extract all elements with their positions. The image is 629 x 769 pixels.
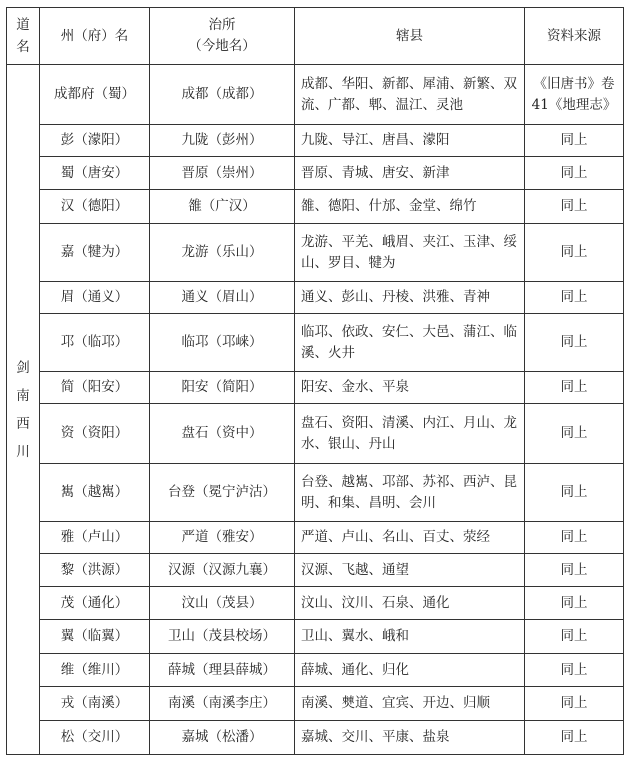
zhisuo-cell: 成都（成都）	[150, 65, 295, 125]
source-cell: 同上	[525, 190, 624, 224]
zhisuo-cell: 九陇（彭州）	[150, 125, 295, 157]
table-row	[7, 687, 624, 721]
zhisuo-cell: 薛城（理县薛城）	[150, 654, 295, 687]
zhou-cell: 茂（通化）	[40, 587, 150, 620]
zhou-cell: 戎（南溪）	[40, 687, 150, 721]
xian-cell: 南溪、僰道、宜宾、开边、归顺	[295, 687, 525, 721]
header-source: 资料来源	[525, 8, 624, 65]
table-row	[7, 587, 624, 620]
zhisuo-cell: 台登（冕宁泸沽）	[150, 464, 295, 522]
zhisuo-cell: 汉源（汉源九襄）	[150, 554, 295, 587]
header-zhisuo-line2: （今地名）	[188, 38, 256, 54]
header-row	[7, 8, 624, 65]
zhou-cell: 维（维川）	[40, 654, 150, 687]
header-zhisuo-line1: 治所	[208, 17, 236, 33]
xian-cell: 九陇、导江、唐昌、濛阳	[295, 125, 525, 157]
table-row	[7, 721, 624, 755]
zhisuo-cell: 卫山（茂县校场）	[150, 620, 295, 654]
zhou-cell: 资（资阳）	[40, 404, 150, 464]
zhou-cell: 彭（濛阳）	[40, 125, 150, 157]
zhou-cell: 嘉（犍为）	[40, 224, 150, 282]
table-row	[7, 157, 624, 190]
table-row	[7, 654, 624, 687]
table-row	[7, 464, 624, 522]
zhou-cell: 眉（通义）	[40, 282, 150, 314]
source-cell: 同上	[525, 587, 624, 620]
zhisuo-cell: 南溪（南溪李庄）	[150, 687, 295, 721]
source-cell: 同上	[525, 314, 624, 372]
source-cell: 《旧唐书》卷41《地理志》	[525, 65, 624, 125]
header-dao: 道名	[7, 8, 40, 65]
table-row	[7, 372, 624, 404]
zhisuo-cell: 临邛（邛崃）	[150, 314, 295, 372]
source-cell: 同上	[525, 687, 624, 721]
xian-cell: 盘石、资阳、清溪、内江、月山、龙水、银山、丹山	[295, 404, 525, 464]
zhisuo-cell: 盘石（资中）	[150, 404, 295, 464]
source-cell: 同上	[525, 125, 624, 157]
source-cell: 同上	[525, 282, 624, 314]
xian-cell: 雒、德阳、什邡、金堂、绵竹	[295, 190, 525, 224]
source-cell: 同上	[525, 157, 624, 190]
xian-cell: 龙游、平羌、峨眉、夹江、玉津、绥山、罗目、犍为	[295, 224, 525, 282]
source-cell: 同上	[525, 372, 624, 404]
zhisuo-cell: 龙游（乐山）	[150, 224, 295, 282]
zhou-cell: 嶲（越嶲）	[40, 464, 150, 522]
zhisuo-cell: 汶山（茂县）	[150, 587, 295, 620]
zhisuo-cell: 通义（眉山）	[150, 282, 295, 314]
zhou-cell: 汉（德阳）	[40, 190, 150, 224]
xian-cell: 台登、越嶲、邛部、苏祁、西泸、昆明、和集、昌明、会川	[295, 464, 525, 522]
xian-cell: 严道、卢山、名山、百丈、荥经	[295, 522, 525, 554]
source-cell: 同上	[525, 522, 624, 554]
zhou-cell: 成都府（蜀）	[40, 65, 150, 125]
xian-cell: 临邛、依政、安仁、大邑、蒲江、临溪、火井	[295, 314, 525, 372]
prefecture-table	[6, 7, 624, 755]
table-row	[7, 65, 624, 125]
zhou-cell: 雅（卢山）	[40, 522, 150, 554]
table-row	[7, 125, 624, 157]
table-row	[7, 522, 624, 554]
zhisuo-cell: 晋原（崇州）	[150, 157, 295, 190]
table-row	[7, 314, 624, 372]
source-cell: 同上	[525, 404, 624, 464]
zhisuo-cell: 嘉城（松潘）	[150, 721, 295, 755]
table-row	[7, 224, 624, 282]
table-row	[7, 620, 624, 654]
zhou-cell: 蜀（唐安）	[40, 157, 150, 190]
zhisuo-cell: 雒（广汉）	[150, 190, 295, 224]
xian-cell: 晋原、青城、唐安、新津	[295, 157, 525, 190]
xian-cell: 通义、彭山、丹棱、洪雅、青神	[295, 282, 525, 314]
xian-cell: 阳安、金水、平泉	[295, 372, 525, 404]
xian-cell: 成都、华阳、新都、犀浦、新繁、双流、广都、郫、温江、灵池	[295, 65, 525, 125]
table-row	[7, 554, 624, 587]
table-row	[7, 404, 624, 464]
dao-name-cell: 剑南西川	[7, 65, 40, 755]
header-zhou: 州（府）名	[40, 8, 150, 65]
zhou-cell: 黎（洪源）	[40, 554, 150, 587]
xian-cell: 卫山、翼水、峨和	[295, 620, 525, 654]
source-cell: 同上	[525, 654, 624, 687]
source-cell: 同上	[525, 620, 624, 654]
header-zhisuo	[150, 8, 295, 65]
source-cell: 同上	[525, 464, 624, 522]
table-row	[7, 282, 624, 314]
xian-cell: 薛城、通化、归化	[295, 654, 525, 687]
zhou-cell: 松（交川）	[40, 721, 150, 755]
zhou-cell: 简（阳安）	[40, 372, 150, 404]
header-xiaxian: 辖县	[295, 8, 525, 65]
source-cell: 同上	[525, 224, 624, 282]
zhou-cell: 邛（临邛）	[40, 314, 150, 372]
xian-cell: 汉源、飞越、通望	[295, 554, 525, 587]
zhisuo-cell: 严道（雅安）	[150, 522, 295, 554]
xian-cell: 嘉城、交川、平康、盐泉	[295, 721, 525, 755]
xian-cell: 汶山、汶川、石泉、通化	[295, 587, 525, 620]
zhou-cell: 翼（临翼）	[40, 620, 150, 654]
table-row	[7, 190, 624, 224]
zhisuo-cell: 阳安（简阳）	[150, 372, 295, 404]
source-cell: 同上	[525, 554, 624, 587]
source-cell: 同上	[525, 721, 624, 755]
